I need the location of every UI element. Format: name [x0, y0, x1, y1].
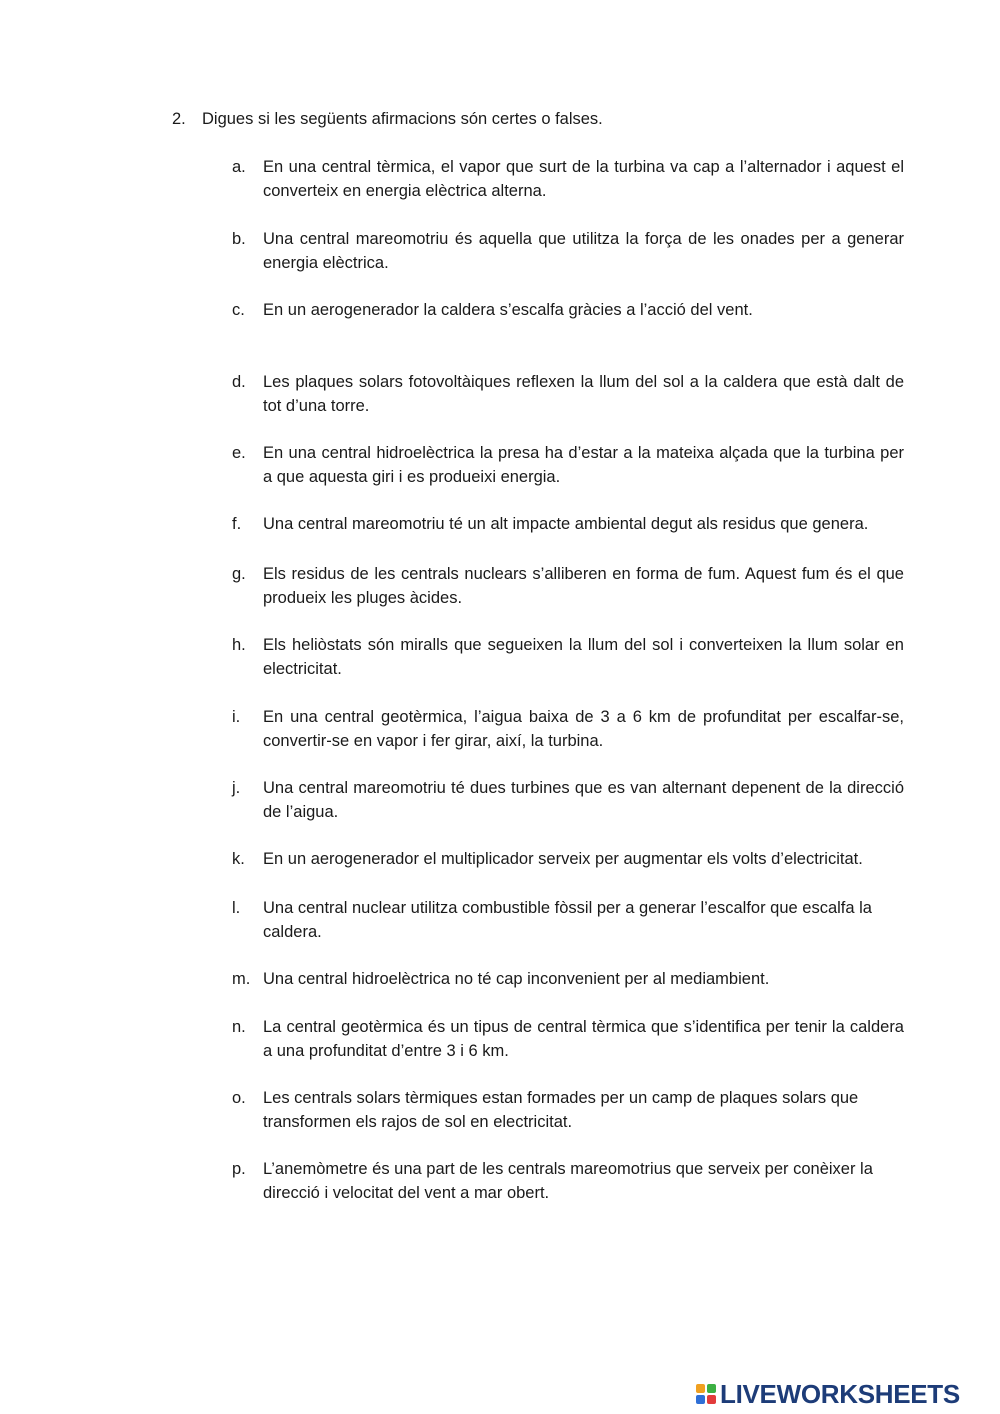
- statement-item-b: [232, 227, 904, 275]
- statement-item-d: [232, 370, 904, 418]
- question-text: Digues si les següents afirmacions són certes o falses.: [202, 110, 603, 128]
- item-text: Els heliòstats són miralls que segueixen la llum del sol i converteixen la llum solar en electricitat.: [263, 636, 904, 678]
- item-letter: j.: [232, 779, 241, 797]
- item-text: Una central hidroelèctrica no té cap inconvenient per al mediambient.: [263, 970, 770, 988]
- statement-item-p: [232, 1157, 904, 1205]
- logo-text: LIVEWORKSHEETS: [720, 1379, 960, 1409]
- item-letter: e.: [232, 444, 246, 462]
- statement-item-f: [232, 512, 904, 536]
- item-text: En una central hidroelèctrica la presa ha d’estar a la mateixa alçada que la turbina per a que aquesta giri i es produeixi energia.: [263, 444, 904, 486]
- logo-square-icon: [707, 1395, 716, 1404]
- statement-item-e: [232, 441, 904, 489]
- item-text: Els residus de les centrals nuclears s’alliberen en forma de fum. Aquest fum és el que produeix les pluges àcides.: [263, 565, 904, 607]
- statement-item-o: [232, 1086, 904, 1134]
- item-letter: a.: [232, 158, 246, 176]
- statement-item-m: [232, 967, 904, 991]
- logo-square-icon: [696, 1384, 705, 1393]
- item-letter: i.: [232, 708, 241, 726]
- statement-item-k: [232, 847, 904, 871]
- item-letter: n.: [232, 1018, 246, 1036]
- liveworksheets-logo-icon: [696, 1384, 716, 1404]
- item-letter: c.: [232, 301, 245, 319]
- item-letter: l.: [232, 899, 241, 917]
- statement-item-i: [232, 705, 904, 753]
- logo-square-icon: [707, 1384, 716, 1393]
- statement-item-c: [232, 298, 904, 322]
- statement-item-h: [232, 633, 904, 681]
- item-letter: p.: [232, 1160, 246, 1178]
- logo-square-icon: [696, 1395, 705, 1404]
- statement-item-g: [232, 562, 904, 610]
- item-text: Una central nuclear utilitza combustible fòssil per a generar l’escalfor que escalfa la caldera.: [263, 899, 872, 941]
- item-text: Una central mareomotriu és aquella que utilitza la força de les onades per a generar energia elèctrica.: [263, 230, 904, 272]
- statement-item-a: [232, 155, 904, 203]
- liveworksheets-logo[interactable]: [696, 1381, 960, 1407]
- item-text: L’anemòmetre és una part de les centrals mareomotrius que serveix per conèixer la direcció i velocitat del vent a mar obert.: [263, 1160, 873, 1202]
- question-number: 2.: [172, 110, 186, 128]
- item-letter: k.: [232, 850, 245, 868]
- statement-item-j: [232, 776, 904, 824]
- item-letter: b.: [232, 230, 246, 248]
- item-letter: d.: [232, 373, 246, 391]
- item-text: Les plaques solars fotovoltàiques reflexen la llum del sol a la caldera que està dalt de tot d’una torre.: [263, 373, 904, 415]
- item-text: En un aerogenerador la caldera s’escalfa gràcies a l’acció del vent.: [263, 301, 753, 319]
- item-text: En una central geotèrmica, l’aigua baixa de 3 a 6 km de profunditat per escalfar-se, convertir-se en vapor i fer girar, així, la turbina.: [263, 708, 904, 750]
- item-letter: m.: [232, 970, 251, 988]
- item-letter: f.: [232, 515, 242, 533]
- statement-item-n: [232, 1015, 904, 1063]
- item-letter: o.: [232, 1089, 246, 1107]
- item-text: Una central mareomotriu té un alt impacte ambiental degut als residus que genera.: [263, 515, 869, 533]
- item-text: Les centrals solars tèrmiques estan formades per un camp de plaques solars que transformen els rajos de sol en electricitat.: [263, 1089, 859, 1131]
- item-letter: h.: [232, 636, 246, 654]
- item-text: Una central mareomotriu té dues turbines que es van alternant depenent de la direcció de l’aigua.: [263, 779, 904, 821]
- item-text: La central geotèrmica és un tipus de central tèrmica que s’identifica per tenir la caldera a una profunditat d’entre 3 i 6 km.: [263, 1018, 904, 1060]
- item-text: En un aerogenerador el multiplicador serveix per augmentar els volts d’electricitat.: [263, 850, 863, 868]
- statement-item-l: [232, 896, 904, 944]
- item-text: En una central tèrmica, el vapor que surt de la turbina va cap a l’alternador i aquest el converteix en energia elèctrica alterna.: [263, 158, 904, 200]
- item-letter: g.: [232, 565, 246, 583]
